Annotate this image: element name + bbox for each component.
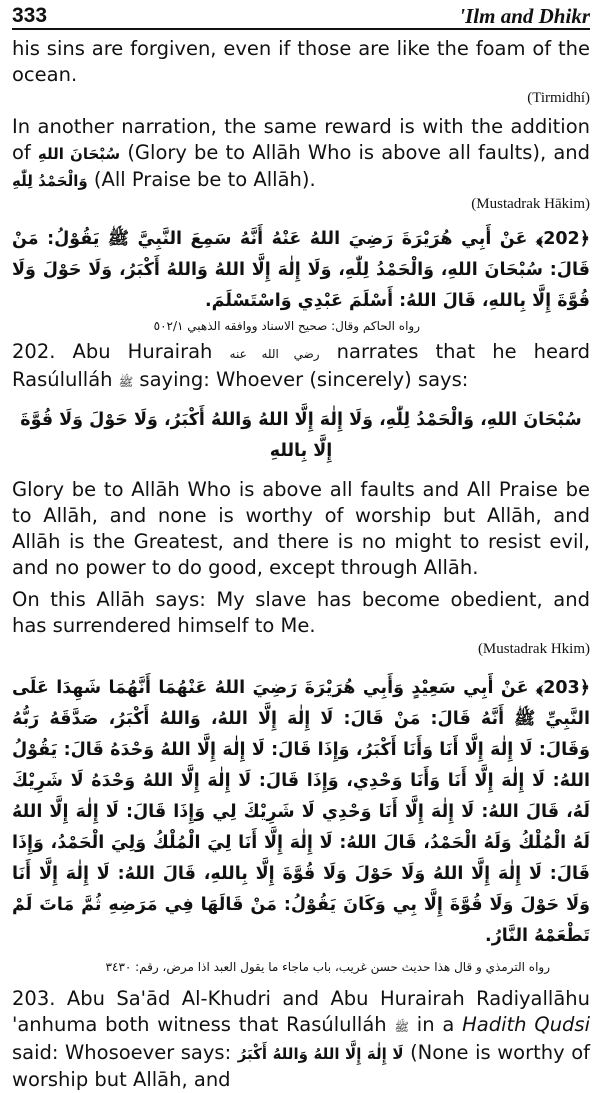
honorific-salawat-icon: ﷺ: [394, 1020, 409, 1034]
page-header: [12, 0, 590, 30]
text-segment: (Glory be to Allāh Who is above all faults), and: [127, 141, 591, 164]
honorific-salawat-icon: ﷺ: [118, 375, 134, 389]
running-title: 'Ilm and Dhikr: [459, 4, 590, 28]
hadith-202-arabic: ﴿202﴾ عَنْ أَبِي هُرَيْرَةَ رَضِيَ اللهُ عَنْهُ أَنَّهُ سَمِعَ النَّبِيَّ ﷺ يَقُوْلُ: مَنْ قَالَ: سُبْحَانَ اللهِ، وَالْحَمْدُ لِلّٰهِ، وَلَا إِلٰهَ إِلَّا اللهُ وَاللهُ أَكْبَرُ، وَلَا حَوْلَ وَلَا قُوَّةَ إِلَّا بِاللهِ، قَالَ اللهُ: أَسْلَمَ عَبْدِي وَاسْتَسْلَمَ.: [12, 229, 590, 311]
source-tirmidhi: (Tirmidhí): [527, 90, 590, 106]
hadith-203-arabic: ﴿203﴾ عَنْ أَبِي سَعِيْدٍ وَأَبِي هُرَيْرَةَ رَضِيَ اللهُ عَنْهُمَا أَنَّهُمَا شَهِدَا عَلَى النَّبِيِّ ﷺ أَنَّهُ قَالَ: مَنْ قَالَ: لَا إِلٰهَ إِلَّا اللهُ، وَاللهُ أَكْبَرُ، صَدَّقَهُ رَبُّهُ وَقَالَ: لَا إِلٰهَ إِلَّا أَنَا وَأَنَا أَكْبَرُ، وَإِذَا قَالَ: لَا إِلٰهَ إِلَّا اللهُ وَحْدَهُ قَالَ: يَقُوْلُ اللهُ: لَا إِلٰهَ إِلَّا أَنَا وَأَنَا وَحْدِي، وَإِذَا قَالَ: لَا إِلٰهَ إِلَّا اللهُ وَحْدَهُ لَا شَرِيْكَ لَهُ، قَالَ اللهُ: لَا إِلٰهَ إِلَّا أَنَا وَحْدِي لَا شَرِيْكَ لِي وَإِذَا قَالَ: لَا إِلٰهَ إِلَّا اللهُ لَهُ الْمُلْكُ وَلَهُ الْحَمْدُ، قَالَ اللهُ: لَا إِلٰهَ إِلَّا أَنَا لِيَ الْمُلْكُ وَلِيَ الْحَمْدُ، وَإِذَا قَالَ: لَا إِلٰهَ إِلَّا اللهُ وَلَا حَوْلَ وَلَا قُوَّةَ إِلَّا بِاللهِ، قَالَ اللهُ: لَا إِلٰهَ إِلَّا أَنَا وَلَا حَوْلَ وَلَا قُوَّةَ إِلَّا بِي وَكَانَ يَقُوْلُ: مَنْ قَالَهَا فِي مَرَضِهِ ثُمَّ مَاتَ لَمْ تَطْعَمْهُ النَّارُ.: [12, 678, 590, 946]
hadith-202-english-intro: [12, 339, 590, 395]
text-segment: saying: Whoever (sincerely) says:: [139, 368, 469, 391]
hadith-202-translation: Glory be to Allāh Who is above all faults and All Praise be to Allāh, and none is worthy of worship but Allāh, and Allāh is the Greatest, and there is no might to resist evil, and no power to do good, except through Allāh.: [12, 478, 590, 579]
hadith-202-dhikr-arabic: سُبْحَانَ اللهِ، وَالْحَمْدُ لِلّٰهِ، وَلَا إِلٰهَ إِلَّا اللهُ وَاللهُ أَكْبَرُ، وَلَا حَوْلَ وَلَا قُوَّةَ إِلَّا بِاللهِ: [20, 410, 582, 461]
hadith-qudsi-term: Hadith Qudsi: [462, 1013, 591, 1036]
paragraph-another-narration: [12, 114, 590, 194]
hadith-202-translation-continued: On this Allāh says: My slave has become obedient, and has surrendered himself to Me.: [12, 588, 590, 637]
text-segment: 202. Abu Hurairah: [12, 340, 213, 363]
paragraph-continuation: his sins are forgiven, even if those are like the foam of the ocean.: [12, 37, 590, 86]
text-segment: (None is worthy of worship but Allāh, and: [12, 1041, 591, 1091]
text-segment: said: Whosoever says:: [12, 1041, 232, 1064]
text-segment: (All Praise be to Allāh).: [93, 168, 316, 191]
hadith-203-english: [12, 986, 590, 1093]
text-segment: In another narration, the same reward is with the addition of: [12, 115, 590, 164]
hadith-202-reference: رواه الحاكم وقال: صحيح الاسناد ووافقه الذهبي ٥٠٢/١: [153, 319, 420, 333]
honorific-radiyallahu-icon: رضي الله عنه: [229, 347, 320, 361]
text-segment: narrates that he heard Rasúlulláh: [12, 340, 591, 391]
arabic-inline-subhanallah: سُبْحَانَ اللهِ: [37, 145, 121, 163]
arabic-inline-tahlil-takbir: لَا إِلٰهَ إِلَّا اللهُ وَاللهُ أَكْبَرُ: [237, 1045, 404, 1063]
hadith-203-reference: رواه الترمذي و قال هذا حديث حسن غريب، باب ماجاء ما يقول العبد اذا مرض، رقم: ٣٤٣٠: [105, 960, 550, 974]
page-number: 333: [12, 4, 48, 27]
text-segment: in a: [416, 1013, 455, 1036]
text-segment: 203. Abu Sa'ād Al-Khudri and Abu Hurairah Radiyallāhu 'anhuma both witness that Rasúlulláh: [12, 987, 590, 1036]
arabic-inline-alhamdulillah: وَالْحَمْدُ لِلّٰهِ: [12, 172, 88, 190]
source-mustadrak-hakim: (Mustadrak Hākim): [471, 196, 590, 212]
source-mustadrak-hkim: (Mustadrak Hkim): [477, 641, 590, 657]
